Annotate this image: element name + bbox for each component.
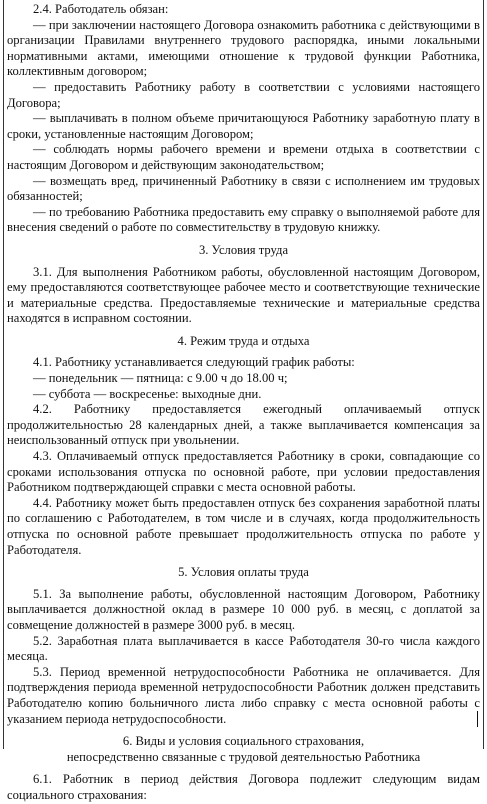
paragraph-4-2: 4.2. Работнику предоставляется ежегодный оплачиваемый отпуск продолжительностью 28 календарных дней, а также выплачивается компенсация за неиспользованный отпуск при увольнении. — [7, 402, 480, 448]
text-cursor — [477, 711, 478, 727]
paragraph-4-3: 4.3. Оплачиваемый отпуск предоставляется Работнику в сроки, совпадающие со сроками использования отпуска по основной работе, при условии предоставления Работником подтверждающей справки с места основной работы. — [7, 449, 480, 495]
paragraph-6-1: 6.1. Работник в период действия Договора подлежит следующим видам социального страхования: — [7, 772, 480, 802]
obligation-working-time: — соблюдать нормы рабочего времени и времени отдыха в соответствии с настоящим Договором и действующим законодательством; — [7, 142, 480, 172]
obligation-familiarize: — при заключении настоящего Договора ознакомить работника с действующими в организации Правилами внутреннего трудового распорядка, иными локальными нормативными актами, имеющими отношение к трудовой функции Работника, коллективным договором; — [7, 17, 480, 79]
heading-social-insurance — [7, 734, 480, 765]
paragraph-5-3: 5.3. Период временной нетрудоспособности Работника не оплачивается. Для подтверждения периода временной нетрудоспособности Работник должен представить Работодателю копию больничного листа либо справку с места основной работы с указанием периода нетрудоспособности. — [7, 664, 480, 726]
paragraph-5-2: 5.2. Заработная плата выплачивается в кассе Работодателя 30-го числа каждого месяца. — [7, 633, 480, 664]
heading-social-insurance-line2: непосредственно связанные с трудовой деятельностью Работника — [66, 749, 421, 764]
paragraph-4-1: 4.1. Работнику устанавливается следующий график работы: — [33, 355, 355, 370]
obligation-compensate-harm: — возмещать вред, причиненный Работнику в связи с исполнением им трудовых обязанностей; — [7, 173, 480, 204]
heading-payment-terms: 5. Условия оплаты труда — [178, 565, 309, 580]
paragraph-3-1: 3.1. Для выполнения Работником работы, обусловленной настоящим Договором, ему предоставляются соответствующее рабочее место и соответствующие технические и материальные средства. Предоставляемые технические и материальные средства находятся в исправном состоянии. — [7, 264, 480, 326]
page-border-left — [3, 0, 4, 749]
obligation-provide-certificate: — по требованию Работника предоставить ему справку о выполняемой работе для внесения сведений о работе по совместительству в трудовую книжку. — [7, 204, 480, 235]
heading-work-schedule: 4. Режим труда и отдыха — [177, 333, 310, 348]
obligation-pay-salary: — выплачивать в полном объеме причитающуюся Работнику заработную плату в сроки, установленные настоящим Договором; — [7, 111, 480, 141]
schedule-weekend: — суббота — воскресенье: выходные дни. — [33, 386, 262, 401]
schedule-weekdays: — понедельник — пятница: с 9.00 ч до 18.00 ч; — [33, 371, 288, 386]
obligation-provide-work: — предоставить Работнику работу в соответствии с условиями настоящего Договора; — [7, 79, 480, 110]
heading-working-conditions: 3. Условия труда — [198, 242, 289, 257]
heading-social-insurance-line1: 6. Виды и условия социального страхования, — [122, 734, 365, 749]
section-employer-obligations — [7, 2, 480, 236]
paragraph-2-4-intro: 2.4. Работодатель обязан: — [33, 2, 169, 16]
paragraph-5-1: 5.1. За выполнение работы, обусловленной настоящим Договором, Работнику выплачивается должностной оклад в размере 10 000 руб. в месяц, с доплатой за совмещение должностей в размере 3000 руб. в месяц. — [7, 586, 480, 632]
paragraph-4-4: 4.4. Работнику может быть предоставлен отпуск без сохранения заработной платы по соглашению с Работодателем, в том числе и в случаях, когда продолжительность отпуска по основной работе превышает продолжительность отпуска по работе у Работодателя. — [7, 495, 480, 557]
page-border-right — [483, 0, 484, 749]
